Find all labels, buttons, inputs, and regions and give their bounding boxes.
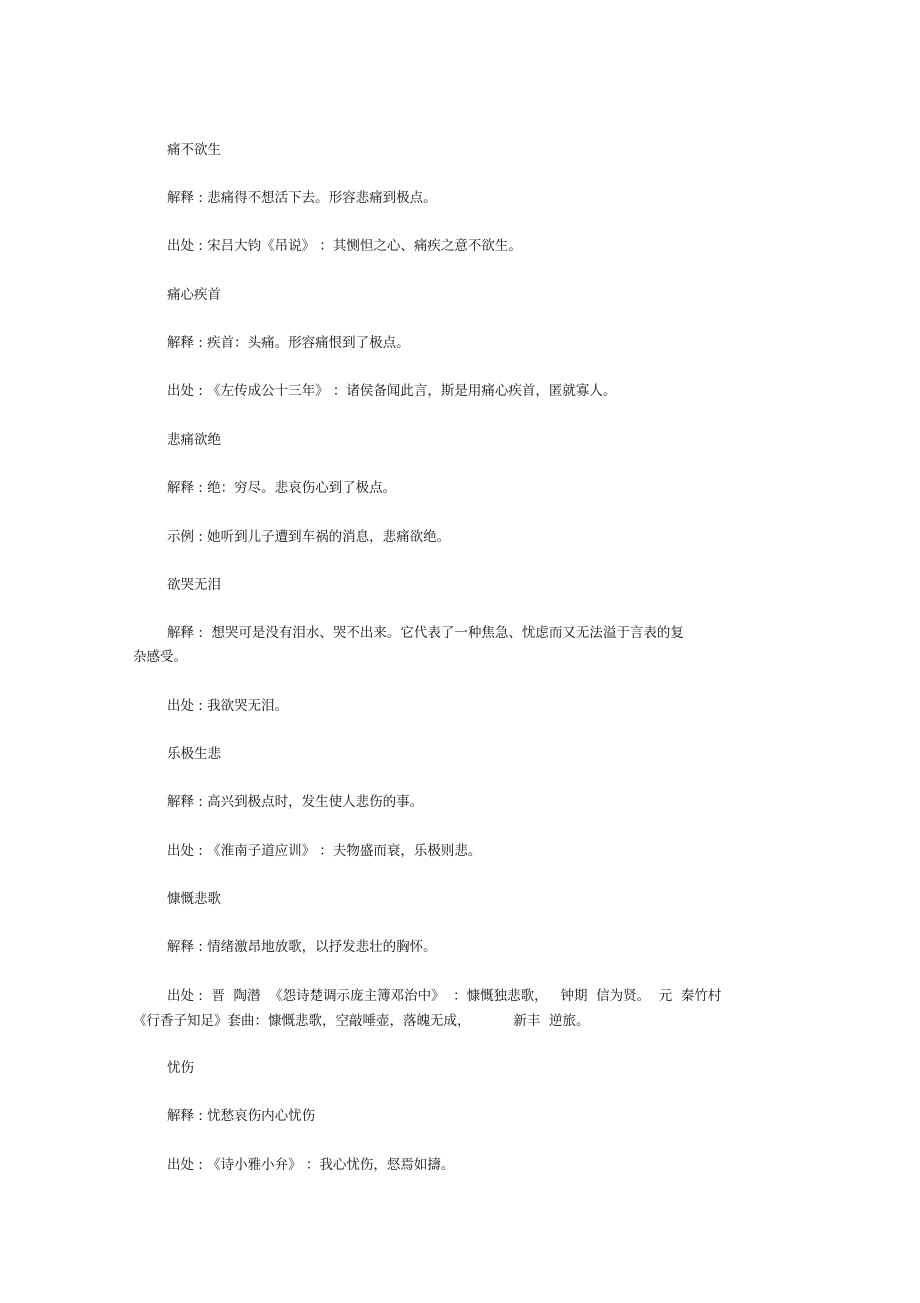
entry-term: 痛心疾首 (167, 287, 221, 303)
source-label: 出处 : (167, 698, 208, 714)
entry-explanation (167, 938, 437, 956)
entry-source (167, 382, 616, 400)
entry-example (167, 528, 450, 546)
entry-explanation (167, 479, 396, 497)
explanation-label: 解释 : (167, 480, 208, 496)
explanation-label: 解释 : (167, 335, 208, 351)
source-text: 宋吕大钧《吊说》 ：其恻怛之心、痛疾之意不欲生。 (207, 238, 522, 254)
source-label: 出处 : (167, 988, 212, 1004)
entry-explanation (167, 1107, 315, 1125)
entry-explanation (167, 189, 437, 207)
entry-explanation (167, 334, 410, 352)
entry-term: 欲哭无泪 (167, 577, 221, 593)
entry-term: 悲痛欲绝 (167, 432, 221, 448)
example-text: 她听到儿子遭到车祸的消息，悲痛欲绝。 (207, 529, 451, 545)
entry-source (167, 697, 288, 715)
source-text: 晋 陶潜 《怨诗楚调示庞主簿邓治中》 ：慷慨独悲歌， 钟期 信为贤。 元 秦竹村 (211, 988, 722, 1004)
explanation-text: 绝：穷尽。悲哀伤心到了极点。 (207, 480, 397, 496)
explanation-text: 想哭可是没有泪水、哭不出来。它代表了一种焦急、忧虑而又无法溢于言表的复 (211, 625, 684, 641)
entry-explanation-continued: 杂感受。 (133, 649, 187, 665)
entry-source (167, 987, 721, 1005)
entry-source (167, 237, 522, 255)
source-label: 出处 : (167, 1157, 208, 1173)
source-text: 《左传成公十三年》 ：诸侯备闻此言，斯是用痛心疾首，匿就寡人。 (207, 383, 617, 399)
entry-explanation (167, 793, 423, 811)
source-text: 《淮南子道应训》 ：夫物盛而衰，乐极则悲。 (207, 843, 482, 859)
explanation-label: 解释 : (167, 190, 208, 206)
entry-source (167, 842, 481, 860)
explanation-text: 忧愁哀伤内心忧伤 (207, 1108, 316, 1124)
explanation-label: 解释 : (167, 1108, 208, 1124)
entry-source-continued: 《行香子知足》套曲：慷慨悲歌，空敲唾壶，落魄无成， 新丰 逆旅。 (133, 1013, 590, 1029)
entry-term: 慷慨悲歌 (167, 891, 221, 907)
explanation-text: 疾首：头痛。形容痛恨到了极点。 (207, 335, 410, 351)
explanation-label: 解释 : (167, 794, 208, 810)
explanation-text: 高兴到极点时，发生使人悲伤的事。 (207, 794, 424, 810)
entry-term: 忧伤 (167, 1060, 194, 1076)
source-label: 出处 : (167, 238, 208, 254)
explanation-label: 解释 : (167, 625, 212, 641)
source-text: 《诗小雅小弁》 ：我心忧伤，惄焉如擣。 (207, 1157, 455, 1173)
entry-term: 痛不欲生 (167, 142, 221, 158)
entry-explanation (167, 624, 684, 642)
source-label: 出处 : (167, 843, 208, 859)
entry-source (167, 1156, 454, 1174)
explanation-text: 情绪激昂地放歌，以抒发悲壮的胸怀。 (207, 939, 437, 955)
source-text: 我欲哭无泪。 (207, 698, 289, 714)
explanation-text: 悲痛得不想活下去。形容悲痛到极点。 (207, 190, 437, 206)
explanation-label: 解释 : (167, 939, 208, 955)
example-label: 示例 : (167, 529, 208, 545)
entry-term: 乐极生悲 (167, 746, 221, 762)
source-label: 出处 : (167, 383, 208, 399)
